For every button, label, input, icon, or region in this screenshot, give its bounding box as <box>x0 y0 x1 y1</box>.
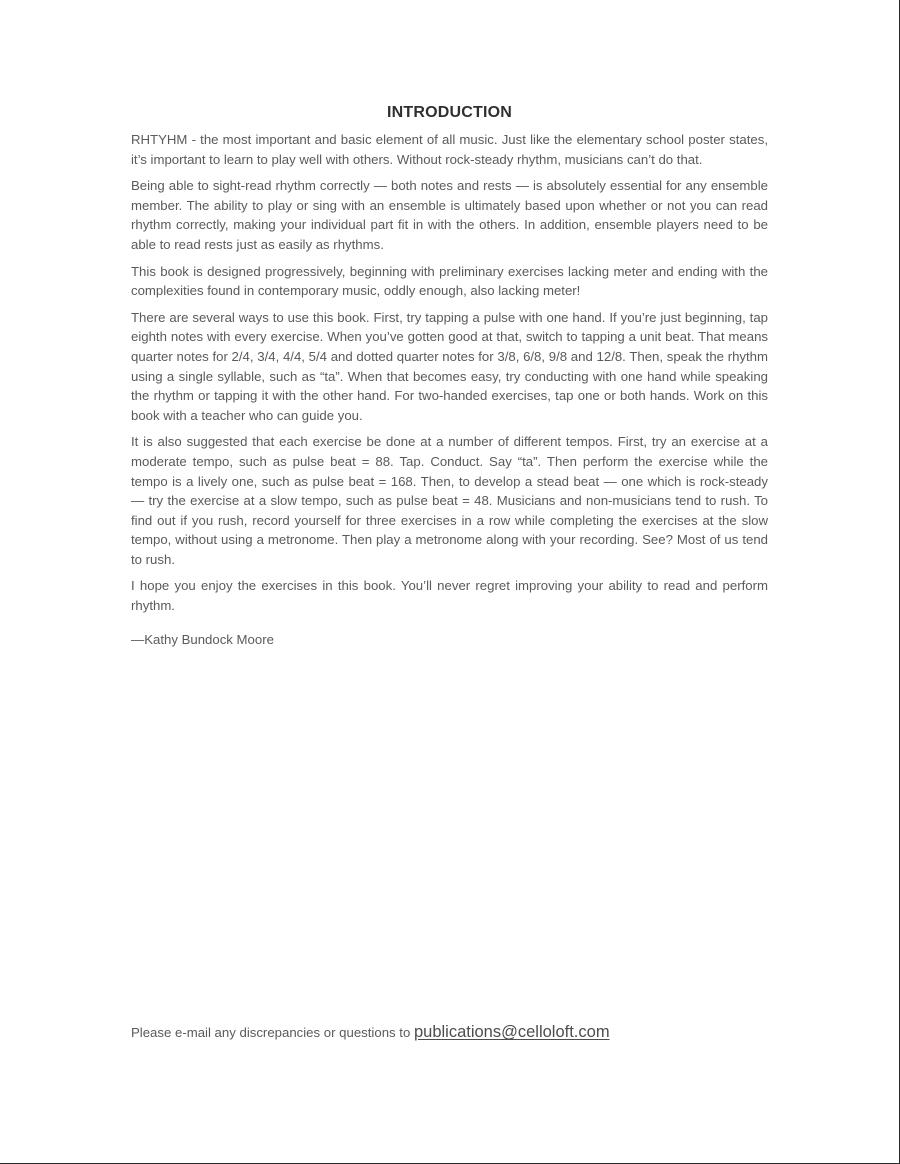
introduction-section <box>131 104 768 649</box>
paragraph-tempos: It is also suggested that each exercise be done at a number of different tempos. First, try an exercise at a moderate tempo, such as pulse beat = 88. Tap. Conduct. Say “ta”. Then perform the exercise while the tempo is a lively one, such as pulse beat = 168. Then, to develop a stead beat — one which is rock-steady — try the exercise at a slow tempo, such as pulse beat = 48. Musicians and non-musicians tend to rush. To find out if you rush, record yourself for three exercises in a row while completing the exercises at the slow tempo, without using a metronome. Then play a metronome along with your recording. See? Most of us tend to rush. <box>131 434 768 567</box>
email-link[interactable]: publications@celloloft.com <box>413 1023 610 1041</box>
paragraph-book-design: This book is designed progressively, beginning with preliminary exercises lacking meter and ending with the complexities found in contemporary music, oddly enough, also lacking meter! <box>131 263 768 299</box>
contact-footer <box>131 1023 610 1042</box>
paragraph-rhythm-importance: RHTYHM - the most important and basic element of all music. Just like the elementary school poster states, it’s important to learn to play well with others. Without rock-steady rhythm, musicians can’t do that. <box>131 132 768 167</box>
author-signature: —Kathy Bundock Moore <box>131 631 274 647</box>
paragraph-sight-reading: Being able to sight-read rhythm correctly — both notes and rests — is absolutely essential for any ensemble member. The ability to play or sing with an ensemble is ultimately based upon whether or not you can read rhythm correctly, making your individual part fit in with the others. In addition, ensemble players need to be able to read rests just as easily as rhythms. <box>131 178 768 252</box>
contact-prefix-text: Please e-mail any discrepancies or questions to <box>131 1025 411 1040</box>
paragraph-closing: I hope you enjoy the exercises in this book. You’ll never regret improving your ability to read and perform rhythm. <box>131 578 768 614</box>
page-title: INTRODUCTION <box>386 104 513 121</box>
paragraph-how-to-use: There are several ways to use this book. First, try tapping a pulse with one hand. If you’re just beginning, tap eighth notes with every exercise. When you’ve gotten good at that, switch to tapping a unit beat. That means quarter notes for 2/4, 3/4, 4/4, 5/4 and dotted quarter notes for 3/8, 6/8, 9/8 and 12/8. Then, speak the rhythm using a single syllable, such as “ta”. When that becomes easy, try conducting with one hand while speaking the rhythm or tapping it with the other hand. For two-handed exercises, tap one or both hands. Work on this book with a teacher who can guide you. <box>131 309 768 423</box>
